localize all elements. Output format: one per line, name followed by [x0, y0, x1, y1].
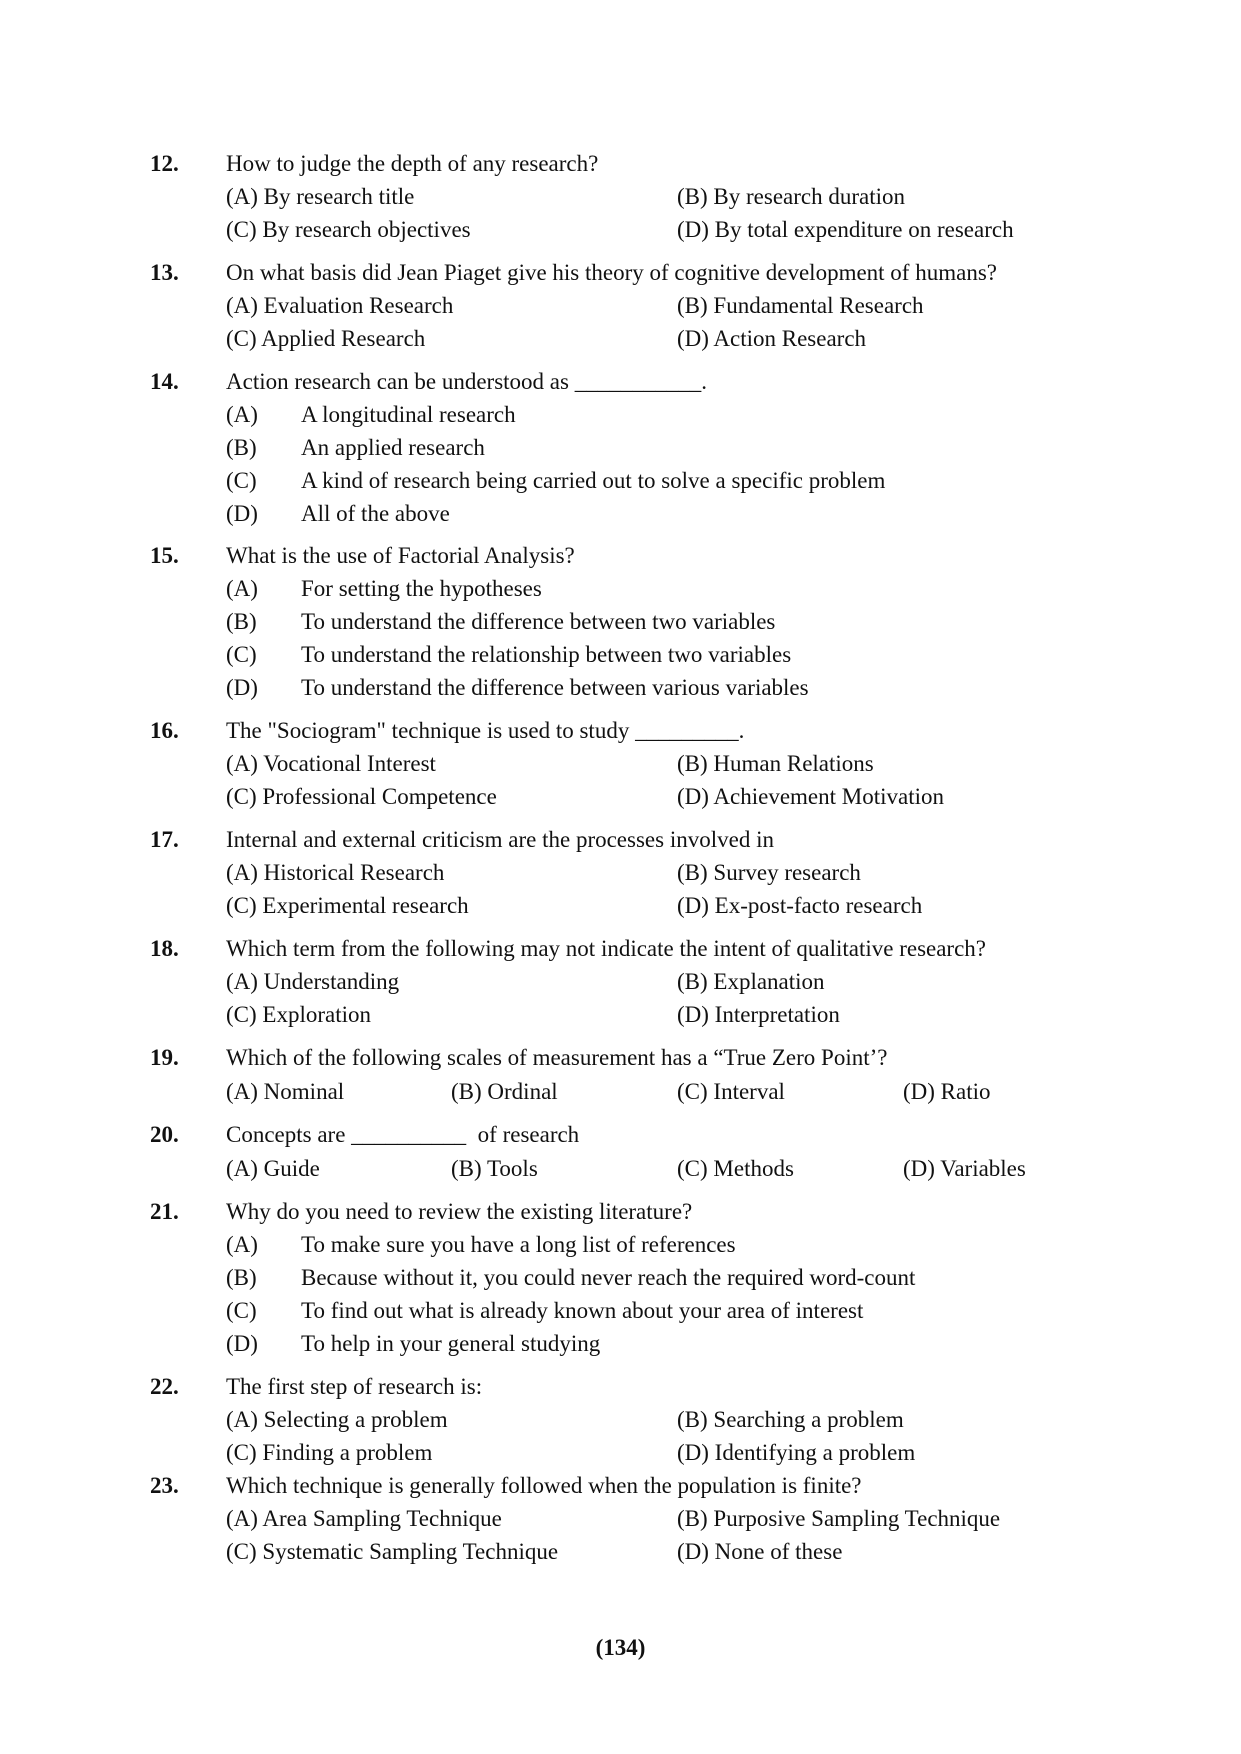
option-b: An applied research	[301, 435, 485, 460]
option-b: (B) Ordinal	[451, 1079, 558, 1104]
question-number: 15.	[150, 543, 179, 568]
option-a: (A) Guide	[226, 1156, 320, 1181]
question-text: Why do you need to review the existing literature?	[226, 1199, 693, 1224]
question-text: The first step of research is:	[226, 1374, 483, 1399]
question-text: How to judge the depth of any research?	[226, 151, 599, 176]
option-a: (A) Understanding	[226, 969, 400, 994]
option-label-c: (C)	[226, 642, 257, 667]
question-number: 14.	[150, 369, 179, 394]
option-d: (D) Action Research	[677, 326, 867, 351]
option-d: (D) None of these	[677, 1539, 843, 1564]
question-text: Action research can be understood as ___________.	[226, 369, 707, 394]
option-c: (C) Interval	[677, 1079, 785, 1104]
question-text: The "Sociogram" technique is used to study _________.	[226, 718, 745, 743]
question-text: Internal and external criticism are the processes involved in	[226, 827, 774, 852]
option-c: (C) Professional Competence	[226, 784, 497, 809]
question-text: Which of the following scales of measurement has a “True Zero Point’?	[226, 1045, 888, 1070]
question-text: Concepts are __________ of research	[226, 1122, 580, 1147]
option-c: (C) Finding a problem	[226, 1440, 433, 1465]
option-label-c: (C)	[226, 1298, 257, 1323]
option-b: (B) By research duration	[677, 184, 906, 209]
option-a: (A) Historical Research	[226, 860, 445, 885]
option-c: (C) Experimental research	[226, 893, 469, 918]
option-b: To understand the difference between two variables	[301, 609, 776, 634]
option-label-d: (D)	[226, 501, 258, 526]
page-number: (134)	[595, 1635, 646, 1660]
option-b: (B) Human Relations	[677, 751, 874, 776]
option-a: For setting the hypotheses	[301, 576, 542, 601]
option-d: (D) Ratio	[903, 1079, 991, 1104]
option-a: (A) Evaluation Research	[226, 293, 454, 318]
question-text: Which term from the following may not indicate the intent of qualitative research?	[226, 936, 987, 961]
question-number: 23.	[150, 1473, 179, 1498]
option-a: (A) Nominal	[226, 1079, 345, 1104]
question-number: 13.	[150, 260, 179, 285]
option-a: To make sure you have a long list of references	[301, 1232, 736, 1257]
option-label-a: (A)	[226, 1232, 258, 1257]
option-d: (D) Identifying a problem	[677, 1440, 916, 1465]
option-d: (D) By total expenditure on research	[677, 217, 1014, 242]
option-c: To find out what is already known about your area of interest	[301, 1298, 864, 1323]
question-number: 19.	[150, 1045, 179, 1070]
option-d: To understand the difference between various variables	[301, 675, 809, 700]
option-c: (C) Exploration	[226, 1002, 371, 1027]
option-label-b: (B)	[226, 435, 257, 460]
question-number: 22.	[150, 1374, 179, 1399]
option-label-b: (B)	[226, 1265, 257, 1290]
option-label-a: (A)	[226, 576, 258, 601]
option-d: (D) Achievement Motivation	[677, 784, 944, 809]
option-a: A longitudinal research	[301, 402, 516, 427]
option-c: A kind of research being carried out to solve a specific problem	[301, 468, 886, 493]
question-text: Which technique is generally followed when the population is finite?	[226, 1473, 862, 1498]
option-d: All of the above	[301, 501, 450, 526]
option-label-a: (A)	[226, 402, 258, 427]
option-b: (B) Searching a problem	[677, 1407, 904, 1432]
option-a: (A) By research title	[226, 184, 415, 209]
question-number: 12.	[150, 151, 179, 176]
question-number: 18.	[150, 936, 179, 961]
option-a: (A) Vocational Interest	[226, 751, 436, 776]
question-text: On what basis did Jean Piaget give his theory of cognitive development of humans?	[226, 260, 997, 285]
option-b: (B) Purposive Sampling Technique	[677, 1506, 1001, 1531]
option-d: (D) Interpretation	[677, 1002, 840, 1027]
question-number: 16.	[150, 718, 179, 743]
option-a: (A) Area Sampling Technique	[226, 1506, 502, 1531]
option-c: (C) Systematic Sampling Technique	[226, 1539, 559, 1564]
option-b: (B) Survey research	[677, 860, 861, 885]
option-label-b: (B)	[226, 609, 257, 634]
question-number: 17.	[150, 827, 179, 852]
option-c: (C) Applied Research	[226, 326, 426, 351]
option-label-c: (C)	[226, 468, 257, 493]
option-b: (B) Explanation	[677, 969, 825, 994]
option-c: To understand the relationship between two variables	[301, 642, 792, 667]
option-b: (B) Tools	[451, 1156, 538, 1181]
option-a: (A) Selecting a problem	[226, 1407, 448, 1432]
option-b: (B) Fundamental Research	[677, 293, 924, 318]
option-label-d: (D)	[226, 1331, 258, 1356]
option-label-d: (D)	[226, 675, 258, 700]
option-c: (C) By research objectives	[226, 217, 471, 242]
question-number: 20.	[150, 1122, 179, 1147]
option-d: (D) Ex-post-facto research	[677, 893, 923, 918]
option-b: Because without it, you could never reach the required word-count	[301, 1265, 916, 1290]
option-d: (D) Variables	[903, 1156, 1026, 1181]
option-d: To help in your general studying	[301, 1331, 601, 1356]
option-c: (C) Methods	[677, 1156, 794, 1181]
question-number: 21.	[150, 1199, 179, 1224]
question-text: What is the use of Factorial Analysis?	[226, 543, 575, 568]
